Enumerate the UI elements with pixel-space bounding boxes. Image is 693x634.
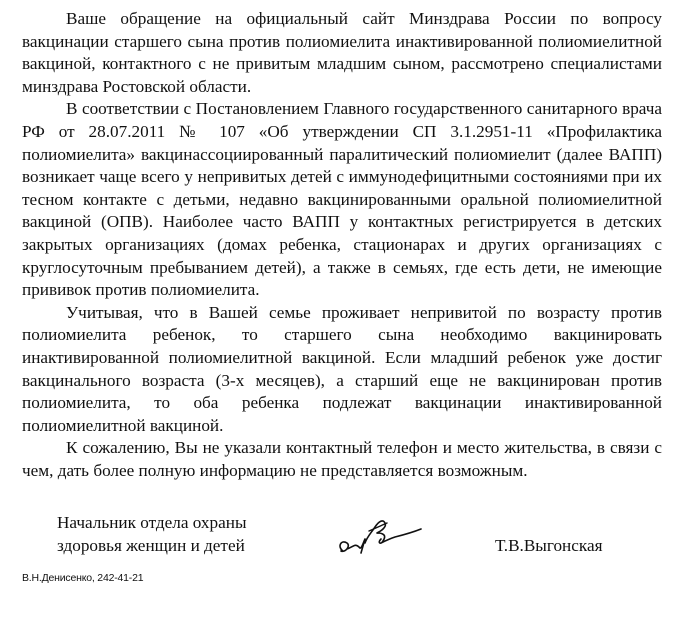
executor-contact: В.Н.Денисенко, 242-41-21 [22,572,144,584]
paragraph-regulation: В соответствии с Постановлением Главного государственного санитарного врача РФ от 28.07.2011 № 107 «Об утверждении СП 3.1.2951-11 «Профилактика полиомиелита» вакцинассоциированный паралитический полиомиелит (далее ВАПП) возникает чаще всего у непривитых детей с иммунодефицитными состояниями при их тесном контакте с детьми, недавно вакцинированными оральной полиомиелитной вакциной (ОПВ). Наиболее часто ВАПП у контактных регистрируется в детских закрытых организациях (домах ребенка, стационарах и других организациях с круглосуточным пребыванием детей), а также в семьях, где есть дети, не имеющие прививок против полиомиелита. [22,99,662,300]
signature-icon [335,513,425,558]
signatory-position [57,512,247,557]
paragraph-conclusion: К сожалению, Вы не указали контактный телефон и место жительства, в связи с чем, дать более полную информацию не представляется возможным. [22,438,662,480]
signatory-position-line2: здоровья женщин и детей [57,535,245,555]
signatory-position-line1: Начальник отдела охраны [57,513,247,532]
paragraph-intro: Ваше обращение на официальный сайт Минздрава России по вопросу вакцинации старшего сына против полиомиелита инактивированной полиомиелитной вакциной, контактного с не привитым младшим сыном, рассмотрено специалистами минздрава Ростовской области. [22,9,662,96]
signatory-name: Т.В.Выгонская [495,536,603,555]
paragraph-recommendation: Учитывая, что в Вашей семье проживает непривитой по возрасту против полиомиелита ребенок, то старшего сына необходимо вакцинировать инактивированной полиомиелитной вакциной. Если младший ребенок уже достиг вакцинального возраста (3-х месяцев), а старший еще не вакцинирован против полиомиелита, то оба ребенка подлежат вакцинации инактивированной полиомиелитной вакциной. [22,302,662,435]
